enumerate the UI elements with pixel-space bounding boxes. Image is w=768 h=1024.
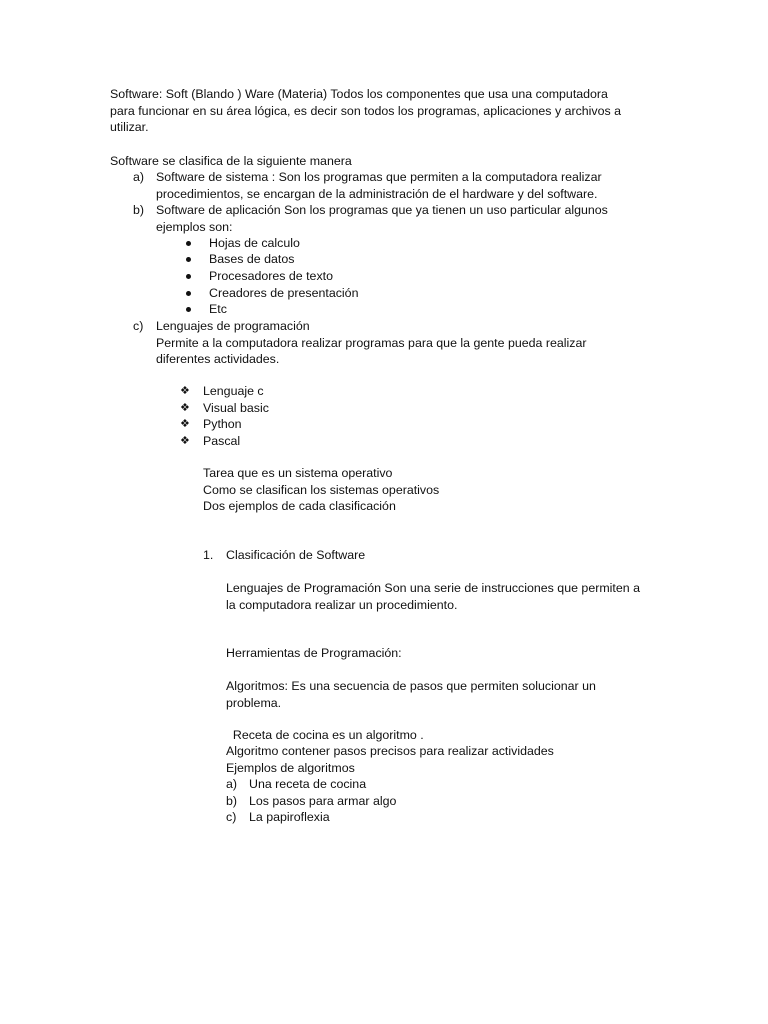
item-c-line: Permite a la computadora realizar programas para que la gente pueda realizar bbox=[156, 335, 587, 350]
example-item: Bases de datos bbox=[209, 252, 295, 266]
examples-heading: Ejemplos de algoritmos bbox=[226, 761, 355, 775]
homework-block bbox=[203, 465, 439, 515]
item-c-line: Lenguajes de programación bbox=[156, 319, 310, 333]
item-a-line: procedimientos, se encargan de la administración de el hardware y del software. bbox=[156, 186, 598, 201]
intro-line: para funcionar en su área lógica, es decir son todos los programas, aplicaciones y archivos a bbox=[110, 103, 622, 118]
bullet-icon bbox=[186, 274, 191, 279]
example-marker: c) bbox=[226, 810, 237, 824]
diamond-bullet-icon: ❖ bbox=[180, 401, 190, 414]
item-b-line: Software de aplicación Son los programas que ya tienen un uso particular algunos bbox=[156, 203, 608, 217]
item-b-marker: b) bbox=[133, 203, 145, 217]
recipe-note-text: Receta de cocina es un algoritmo . bbox=[226, 728, 424, 742]
recipe-note bbox=[226, 727, 424, 744]
section-number: 1. bbox=[203, 548, 214, 562]
homework-line: Dos ejemplos de cada clasificación bbox=[203, 499, 396, 514]
language-item: Visual basic bbox=[203, 401, 269, 415]
languages-definition-line: la computadora realizar un procedimiento. bbox=[226, 597, 458, 612]
example-item: Creadores de presentación bbox=[209, 286, 359, 300]
example-text: La papiroflexia bbox=[249, 810, 330, 824]
item-a-line: Software de sistema : Son los programas que permiten a la computadora realizar bbox=[156, 170, 602, 184]
item-a-text bbox=[156, 169, 602, 202]
item-a-marker: a) bbox=[133, 170, 145, 184]
language-item: Lenguaje c bbox=[203, 384, 264, 398]
item-b-line: ejemplos son: bbox=[156, 219, 233, 234]
bullet-icon bbox=[186, 257, 191, 262]
example-text: Una receta de cocina bbox=[249, 777, 367, 791]
item-b-text bbox=[156, 202, 608, 235]
bullet-icon bbox=[186, 241, 191, 246]
languages-definition bbox=[226, 580, 640, 613]
item-c-marker: c) bbox=[133, 319, 144, 333]
example-marker: b) bbox=[226, 794, 238, 808]
intro-line: Software: Soft (Blando ) Ware (Materia) Todos los componentes que usa una computadora bbox=[110, 87, 608, 101]
bullet-icon bbox=[186, 307, 191, 312]
bullet-icon bbox=[186, 291, 191, 296]
language-item: Python bbox=[203, 417, 242, 431]
example-text: Los pasos para armar algo bbox=[249, 794, 397, 808]
example-marker: a) bbox=[226, 777, 238, 791]
example-item: Etc bbox=[209, 302, 227, 316]
intro-line: utilizar. bbox=[110, 120, 149, 135]
diamond-bullet-icon: ❖ bbox=[180, 384, 190, 397]
intro-paragraph bbox=[110, 86, 621, 136]
diamond-bullet-icon: ❖ bbox=[180, 434, 190, 447]
section-title: Clasificación de Software bbox=[226, 548, 366, 562]
algorithms-definition bbox=[226, 678, 596, 711]
example-item: Procesadores de texto bbox=[209, 269, 333, 283]
homework-line: Tarea que es un sistema operativo bbox=[203, 466, 393, 480]
language-item: Pascal bbox=[203, 434, 241, 448]
algorithms-definition-line: Algoritmos: Es una secuencia de pasos que permiten solucionar un bbox=[226, 679, 596, 693]
item-c-line: diferentes actividades. bbox=[156, 352, 280, 367]
homework-line: Como se clasifican los sistemas operativos bbox=[203, 482, 440, 497]
item-c-text bbox=[156, 318, 586, 368]
diamond-bullet-icon: ❖ bbox=[180, 417, 190, 430]
algorithms-definition-line: problema. bbox=[226, 695, 282, 710]
tools-heading: Herramientas de Programación: bbox=[226, 646, 402, 660]
classification-heading: Software se clasifica de la siguiente manera bbox=[110, 154, 352, 168]
example-item: Hojas de calculo bbox=[209, 236, 300, 250]
languages-definition-line: Lenguajes de Programación Son una serie de instrucciones que permiten a bbox=[226, 581, 640, 595]
algorithm-contains: Algoritmo contener pasos precisos para realizar actividades bbox=[226, 744, 554, 758]
